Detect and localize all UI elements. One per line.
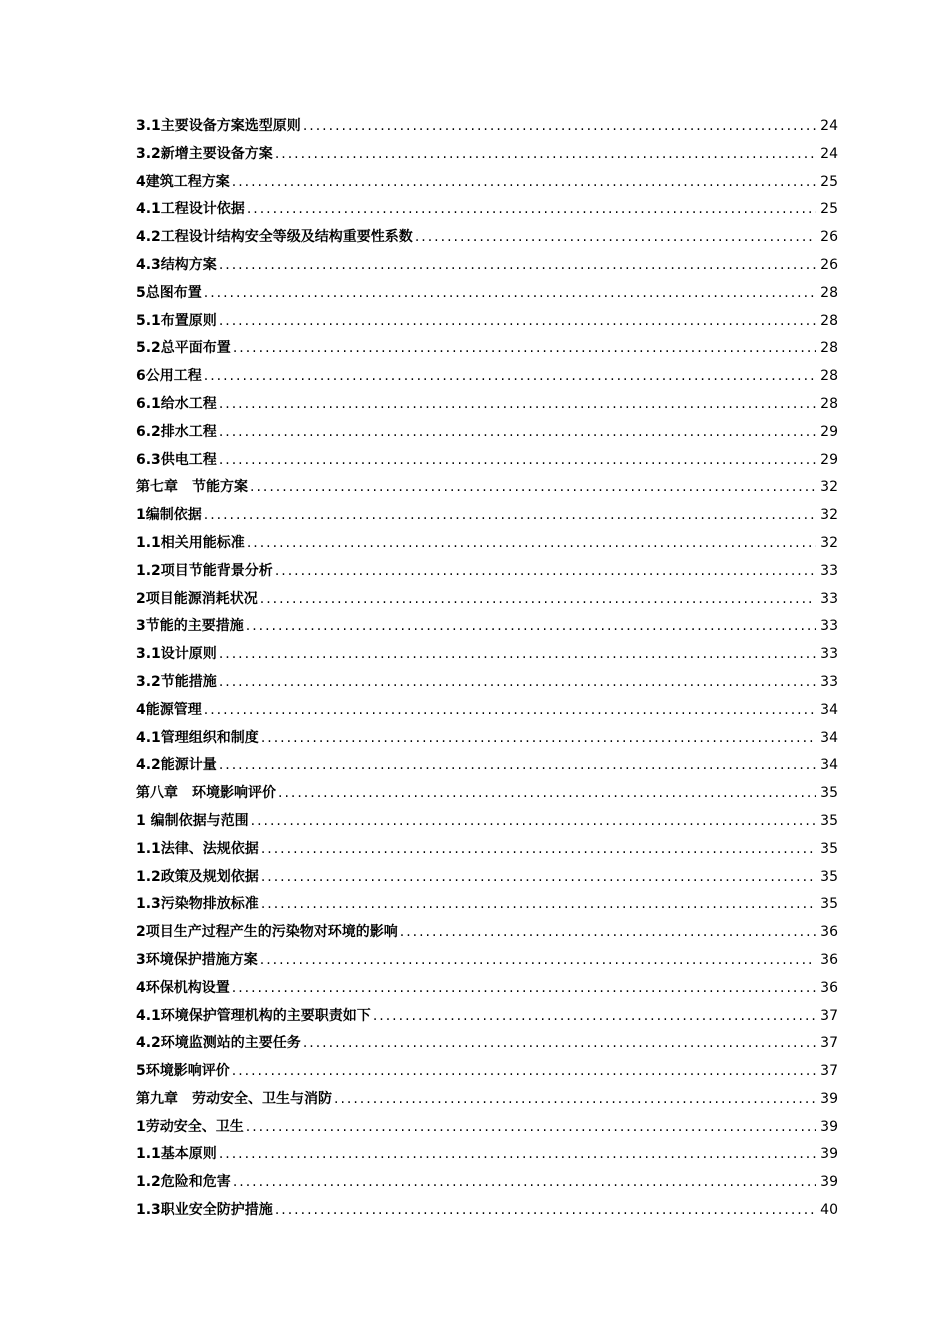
toc-entry-title: 1.1相关用能标准 <box>136 534 245 551</box>
toc-entry-page-number: 37 <box>820 1007 838 1024</box>
toc-dot-leader <box>334 1086 816 1114</box>
toc-dot-leader <box>260 586 816 614</box>
toc-dot-leader <box>233 335 816 363</box>
toc-dot-leader <box>219 641 816 669</box>
toc-entry-title: 1.1法律、法规依据 <box>136 840 259 857</box>
toc-entry-title: 3.1设计原则 <box>136 646 217 663</box>
toc-entry-page-number: 24 <box>820 145 838 162</box>
toc-entry[interactable] <box>136 1141 838 1169</box>
toc-entry-page-number: 29 <box>820 423 838 440</box>
toc-entry[interactable] <box>136 586 838 614</box>
toc-entry-title: 1.3职业安全防护措施 <box>136 1202 273 1219</box>
toc-entry-page-number: 36 <box>820 951 838 968</box>
toc-entry-title: 3.2节能措施 <box>136 673 217 690</box>
toc-entry-title: 1.3污染物排放标准 <box>136 896 259 913</box>
toc-entry[interactable] <box>136 1114 838 1142</box>
toc-dot-leader <box>275 558 816 586</box>
toc-entry-title: 1 编制依据与范围 <box>136 812 249 829</box>
toc-dot-leader <box>204 363 816 391</box>
toc-entry-page-number: 25 <box>820 201 838 218</box>
toc-entry-title: 1.2项目节能背景分析 <box>136 562 273 579</box>
toc-entry-title: 5环境影响评价 <box>136 1063 230 1080</box>
toc-entry-title: 第八章 环境影响评价 <box>136 785 276 802</box>
toc-entry[interactable] <box>136 447 838 475</box>
toc-entry-page-number: 36 <box>820 924 838 941</box>
toc-entry-page-number: 33 <box>820 673 838 690</box>
toc-entry-title: 1.1基本原则 <box>136 1146 217 1163</box>
toc-entry[interactable] <box>136 391 838 419</box>
toc-entry[interactable] <box>136 752 838 780</box>
toc-entry-page-number: 35 <box>820 868 838 885</box>
toc-entry-page-number: 39 <box>820 1118 838 1135</box>
toc-entry[interactable] <box>136 113 838 141</box>
toc-entry[interactable] <box>136 975 838 1003</box>
toc-dot-leader <box>232 1058 816 1086</box>
toc-entry-title: 4.3结构方案 <box>136 256 217 273</box>
toc-entry-page-number: 39 <box>820 1174 838 1191</box>
toc-entry-title: 1编制依据 <box>136 507 202 524</box>
toc-entry[interactable] <box>136 780 838 808</box>
toc-entry-page-number: 36 <box>820 979 838 996</box>
toc-entry[interactable] <box>136 669 838 697</box>
toc-dot-leader <box>250 474 816 502</box>
toc-entry-page-number: 35 <box>820 812 838 829</box>
toc-entry-page-number: 28 <box>820 395 838 412</box>
toc-entry-page-number: 37 <box>820 1063 838 1080</box>
toc-entry-page-number: 26 <box>820 256 838 273</box>
toc-dot-leader <box>204 502 816 530</box>
toc-entry-page-number: 33 <box>820 618 838 635</box>
toc-entry-title: 3环境保护措施方案 <box>136 951 258 968</box>
toc-entry[interactable] <box>136 836 838 864</box>
toc-dot-leader <box>219 447 816 475</box>
toc-entry-title: 4建筑工程方案 <box>136 173 230 190</box>
toc-entry-title: 6.1给水工程 <box>136 395 217 412</box>
toc-dot-leader <box>415 224 816 252</box>
toc-entry[interactable] <box>136 224 838 252</box>
toc-entry[interactable] <box>136 864 838 892</box>
toc-dot-leader <box>261 725 816 753</box>
toc-entry-page-number: 34 <box>820 729 838 746</box>
toc-entry[interactable] <box>136 363 838 391</box>
toc-entry-title: 第九章 劳动安全、卫生与消防 <box>136 1090 332 1107</box>
toc-entry-title: 3节能的主要措施 <box>136 618 244 635</box>
toc-entry[interactable] <box>136 252 838 280</box>
toc-entry-page-number: 32 <box>820 479 838 496</box>
toc-dot-leader <box>275 141 816 169</box>
toc-dot-leader <box>204 697 816 725</box>
toc-dot-leader <box>303 113 816 141</box>
toc-entry[interactable] <box>136 141 838 169</box>
toc-dot-leader <box>260 947 816 975</box>
toc-entry-title: 6.2排水工程 <box>136 423 217 440</box>
toc-dot-leader <box>219 752 816 780</box>
toc-entry-page-number: 28 <box>820 340 838 357</box>
toc-entry-title: 4.2环境监测站的主要任务 <box>136 1035 301 1052</box>
toc-dot-leader <box>275 1197 816 1225</box>
toc-dot-leader <box>247 530 816 558</box>
toc-entry[interactable] <box>136 280 838 308</box>
table-of-contents <box>136 113 838 1225</box>
toc-dot-leader <box>261 864 816 892</box>
toc-entry[interactable] <box>136 697 838 725</box>
toc-entry[interactable] <box>136 419 838 447</box>
toc-dot-leader <box>278 780 816 808</box>
toc-entry[interactable] <box>136 1003 838 1031</box>
toc-entry[interactable] <box>136 613 838 641</box>
toc-entry-title: 4环保机构设置 <box>136 979 230 996</box>
toc-entry-page-number: 25 <box>820 173 838 190</box>
toc-dot-leader <box>261 891 816 919</box>
toc-dot-leader <box>219 669 816 697</box>
toc-entry-title: 4.2能源计量 <box>136 757 217 774</box>
toc-entry-title: 5.2总平面布置 <box>136 340 231 357</box>
toc-entry-page-number: 32 <box>820 534 838 551</box>
toc-entry[interactable] <box>136 335 838 363</box>
toc-entry-title: 3.1主要设备方案选型原则 <box>136 118 301 134</box>
toc-dot-leader <box>246 613 816 641</box>
toc-dot-leader <box>219 252 816 280</box>
toc-entry-page-number: 32 <box>820 507 838 524</box>
toc-entry-title: 3.2新增主要设备方案 <box>136 145 273 162</box>
toc-entry[interactable] <box>136 558 838 586</box>
toc-entry[interactable] <box>136 947 838 975</box>
toc-entry[interactable] <box>136 919 838 947</box>
toc-entry-title: 4能源管理 <box>136 701 202 718</box>
toc-entry-title: 5总图布置 <box>136 284 202 301</box>
toc-dot-leader <box>246 1114 816 1142</box>
toc-entry-title: 2项目生产过程产生的污染物对环境的影响 <box>136 924 398 941</box>
toc-entry-page-number: 35 <box>820 840 838 857</box>
toc-entry[interactable] <box>136 169 838 197</box>
toc-entry-page-number: 28 <box>820 284 838 301</box>
toc-entry[interactable] <box>136 530 838 558</box>
toc-dot-leader <box>204 280 816 308</box>
toc-dot-leader <box>373 1003 816 1031</box>
toc-entry-title: 第七章 节能方案 <box>136 479 248 496</box>
toc-entry-page-number: 24 <box>820 118 838 134</box>
toc-entry-title: 4.1环境保护管理机构的主要职责如下 <box>136 1007 371 1024</box>
toc-entry[interactable] <box>136 725 838 753</box>
toc-entry-page-number: 26 <box>820 229 838 246</box>
toc-entry[interactable] <box>136 308 838 336</box>
toc-entry[interactable] <box>136 1058 838 1086</box>
toc-entry-page-number: 33 <box>820 590 838 607</box>
toc-entry[interactable] <box>136 196 838 224</box>
toc-entry-page-number: 33 <box>820 646 838 663</box>
toc-entry-title: 2项目能源消耗状况 <box>136 590 258 607</box>
toc-entry-page-number: 29 <box>820 451 838 468</box>
toc-entry-title: 5.1布置原则 <box>136 312 217 329</box>
toc-entry-page-number: 37 <box>820 1035 838 1052</box>
toc-entry-title: 1.2政策及规划依据 <box>136 868 259 885</box>
toc-entry[interactable] <box>136 1197 838 1225</box>
toc-entry-title: 4.1管理组织和制度 <box>136 729 259 746</box>
toc-dot-leader <box>219 308 816 336</box>
toc-entry-page-number: 28 <box>820 368 838 385</box>
toc-entry[interactable] <box>136 1030 838 1058</box>
toc-entry-page-number: 35 <box>820 896 838 913</box>
toc-dot-leader <box>400 919 816 947</box>
toc-dot-leader <box>303 1030 816 1058</box>
toc-entry-page-number: 34 <box>820 701 838 718</box>
toc-entry[interactable] <box>136 1169 838 1197</box>
toc-entry[interactable] <box>136 474 838 502</box>
toc-dot-leader <box>251 808 816 836</box>
toc-entry-page-number: 39 <box>820 1146 838 1163</box>
toc-dot-leader <box>233 1169 816 1197</box>
toc-entry-title: 1.2危险和危害 <box>136 1174 231 1191</box>
toc-dot-leader <box>261 836 816 864</box>
toc-entry-title: 4.1工程设计依据 <box>136 201 245 218</box>
toc-dot-leader <box>247 196 816 224</box>
toc-entry-page-number: 28 <box>820 312 838 329</box>
toc-dot-leader <box>219 391 816 419</box>
toc-dot-leader <box>232 975 816 1003</box>
toc-entry[interactable] <box>136 502 838 530</box>
toc-entry-page-number: 34 <box>820 757 838 774</box>
toc-entry[interactable] <box>136 641 838 669</box>
toc-entry-title: 4.2工程设计结构安全等级及结构重要性系数 <box>136 229 413 246</box>
toc-entry[interactable] <box>136 1086 838 1114</box>
toc-entry[interactable] <box>136 808 838 836</box>
toc-dot-leader <box>219 419 816 447</box>
toc-entry-page-number: 35 <box>820 785 838 802</box>
toc-entry-title: 1劳动安全、卫生 <box>136 1118 244 1135</box>
toc-dot-leader <box>219 1141 816 1169</box>
toc-entry-page-number: 39 <box>820 1090 838 1107</box>
toc-dot-leader <box>232 169 816 197</box>
toc-entry-page-number: 40 <box>820 1202 838 1219</box>
toc-entry-page-number: 33 <box>820 562 838 579</box>
toc-entry-title: 6公用工程 <box>136 368 202 385</box>
toc-entry[interactable] <box>136 891 838 919</box>
toc-entry-title: 6.3供电工程 <box>136 451 217 468</box>
